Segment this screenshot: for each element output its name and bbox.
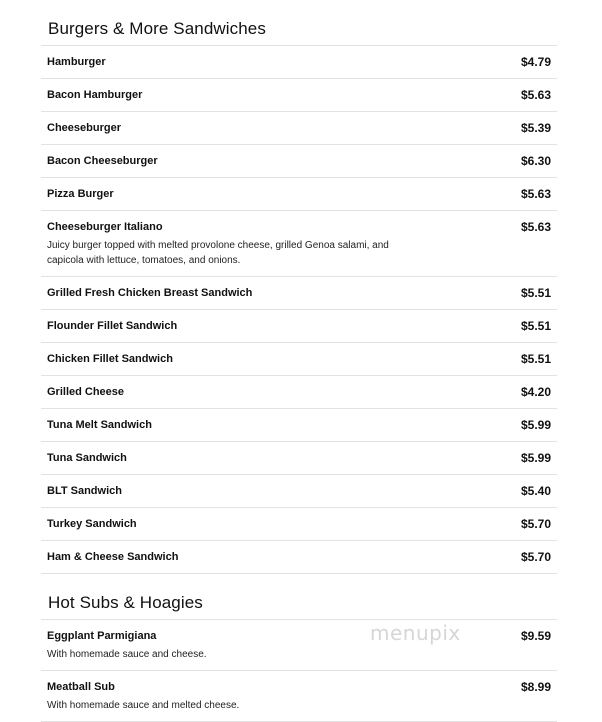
item-price: $5.99 bbox=[520, 451, 551, 465]
item-price: $5.40 bbox=[520, 484, 551, 498]
item-name: Meatball Sub bbox=[47, 681, 115, 693]
item-name: Cheeseburger bbox=[47, 122, 121, 134]
menu-item[interactable] bbox=[41, 409, 557, 442]
item-price: $5.70 bbox=[520, 550, 551, 564]
menu-item[interactable] bbox=[41, 343, 557, 376]
item-name: Bacon Hamburger bbox=[47, 89, 143, 101]
menu-item[interactable] bbox=[41, 46, 557, 79]
burgers-item-list bbox=[41, 45, 557, 574]
item-name: Cheeseburger Italiano bbox=[47, 221, 163, 233]
menu bbox=[41, 0, 557, 722]
item-price: $5.70 bbox=[520, 517, 551, 531]
item-name: Chicken Fillet Sandwich bbox=[47, 353, 173, 365]
item-price: $4.79 bbox=[520, 55, 551, 69]
menupix-watermark: menupix bbox=[370, 621, 461, 645]
item-name: Eggplant Parmigiana bbox=[47, 630, 157, 642]
menu-item[interactable] bbox=[41, 442, 557, 475]
menu-item[interactable] bbox=[41, 310, 557, 343]
item-name: Tuna Sandwich bbox=[47, 452, 127, 464]
menu-item[interactable] bbox=[41, 508, 557, 541]
item-description: With homemade sauce and melted cheese. bbox=[47, 700, 240, 711]
item-price: $5.51 bbox=[520, 352, 551, 366]
menu-item[interactable] bbox=[41, 145, 557, 178]
item-price: $5.51 bbox=[520, 319, 551, 333]
menu-item[interactable] bbox=[41, 112, 557, 145]
hot-subs-item-list bbox=[41, 619, 557, 722]
menu-item[interactable] bbox=[41, 79, 557, 112]
menu-item[interactable] bbox=[41, 620, 557, 671]
item-name: Flounder Fillet Sandwich bbox=[47, 320, 178, 332]
item-description: Juicy burger topped with melted provolone cheese, grilled Genoa salami, and capicola with lettuce, tomatoes, and onions. bbox=[47, 240, 389, 266]
menu-item[interactable] bbox=[41, 178, 557, 211]
item-name: Tuna Melt Sandwich bbox=[47, 419, 152, 431]
item-price: $5.39 bbox=[520, 121, 551, 135]
section-title-burgers: Burgers & More Sandwiches bbox=[48, 19, 266, 38]
menu-item[interactable] bbox=[41, 671, 557, 722]
item-price: $8.99 bbox=[520, 680, 551, 694]
item-name: Hamburger bbox=[47, 56, 106, 68]
menu-item[interactable] bbox=[41, 541, 557, 574]
item-name: Turkey Sandwich bbox=[47, 518, 137, 530]
section-title-hot-subs: Hot Subs & Hoagies bbox=[48, 593, 203, 612]
menu-item[interactable] bbox=[41, 211, 557, 277]
item-name: Grilled Fresh Chicken Breast Sandwich bbox=[47, 287, 253, 299]
item-name: BLT Sandwich bbox=[47, 485, 122, 497]
item-price: $5.51 bbox=[520, 286, 551, 300]
item-name: Bacon Cheeseburger bbox=[47, 155, 158, 167]
item-price: $9.59 bbox=[520, 629, 551, 643]
item-description: With homemade sauce and cheese. bbox=[47, 649, 207, 660]
item-price: $5.99 bbox=[520, 418, 551, 432]
item-price: $6.30 bbox=[520, 154, 551, 168]
menu-item[interactable] bbox=[41, 376, 557, 409]
item-name: Ham & Cheese Sandwich bbox=[47, 551, 179, 563]
item-name: Grilled Cheese bbox=[47, 386, 125, 398]
item-price: $5.63 bbox=[520, 187, 551, 201]
item-price: $5.63 bbox=[520, 88, 551, 102]
menu-item[interactable] bbox=[41, 475, 557, 508]
item-price: $5.63 bbox=[520, 220, 551, 234]
item-name: Pizza Burger bbox=[47, 188, 114, 200]
menu-item[interactable] bbox=[41, 277, 557, 310]
item-price: $4.20 bbox=[520, 385, 551, 399]
